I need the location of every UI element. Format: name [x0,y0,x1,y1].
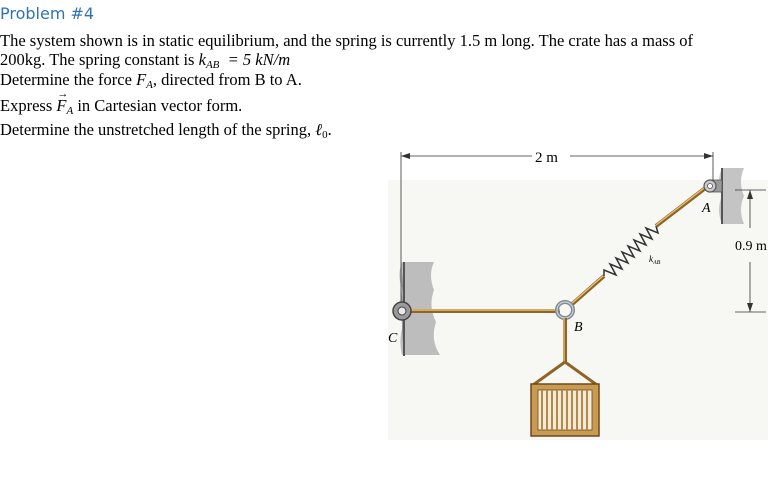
line4-text-end: in Cartesian vector form. [73,96,243,115]
line3-text-end: , directed from B to A. [152,70,302,89]
line3-text: Determine the force [0,70,137,89]
spring-constant-var: k [198,50,206,69]
dim-2m-label: 2 m [535,150,558,166]
force-var: F [136,70,147,89]
problem-heading: Problem #4 [0,4,95,23]
force-vector-sub: A [66,105,74,117]
spring-label-sub: AB [653,260,661,266]
dim-09m-label: 0.9 m [735,239,767,254]
line4-text: Express [0,96,57,115]
label-b: B [574,320,583,335]
crate [531,384,599,436]
label-a: A [702,201,711,216]
force-sub: A [146,79,153,91]
length-var: ℓ [315,120,323,139]
spring-constant-sub: AB [205,59,220,71]
label-c: C [388,331,398,346]
spring-constant-value: = 5 kN/m [227,50,291,69]
right-wall [719,168,744,224]
spring-label-k: k [649,254,653,264]
line2-text: 200kg. The spring constant is [0,50,199,69]
length-sub: 0 [322,129,328,141]
problem-line-1: The system shown is in static equilibrium, and the spring is currently 1.5 m long. The crate has a mass of [0,31,694,50]
line5-text: Determine the unstretched length of the spring, [0,120,316,139]
force-vector-letter: F [56,96,67,115]
vector-arrow-icon: → [57,88,69,100]
line5-text-end: . [327,120,332,139]
